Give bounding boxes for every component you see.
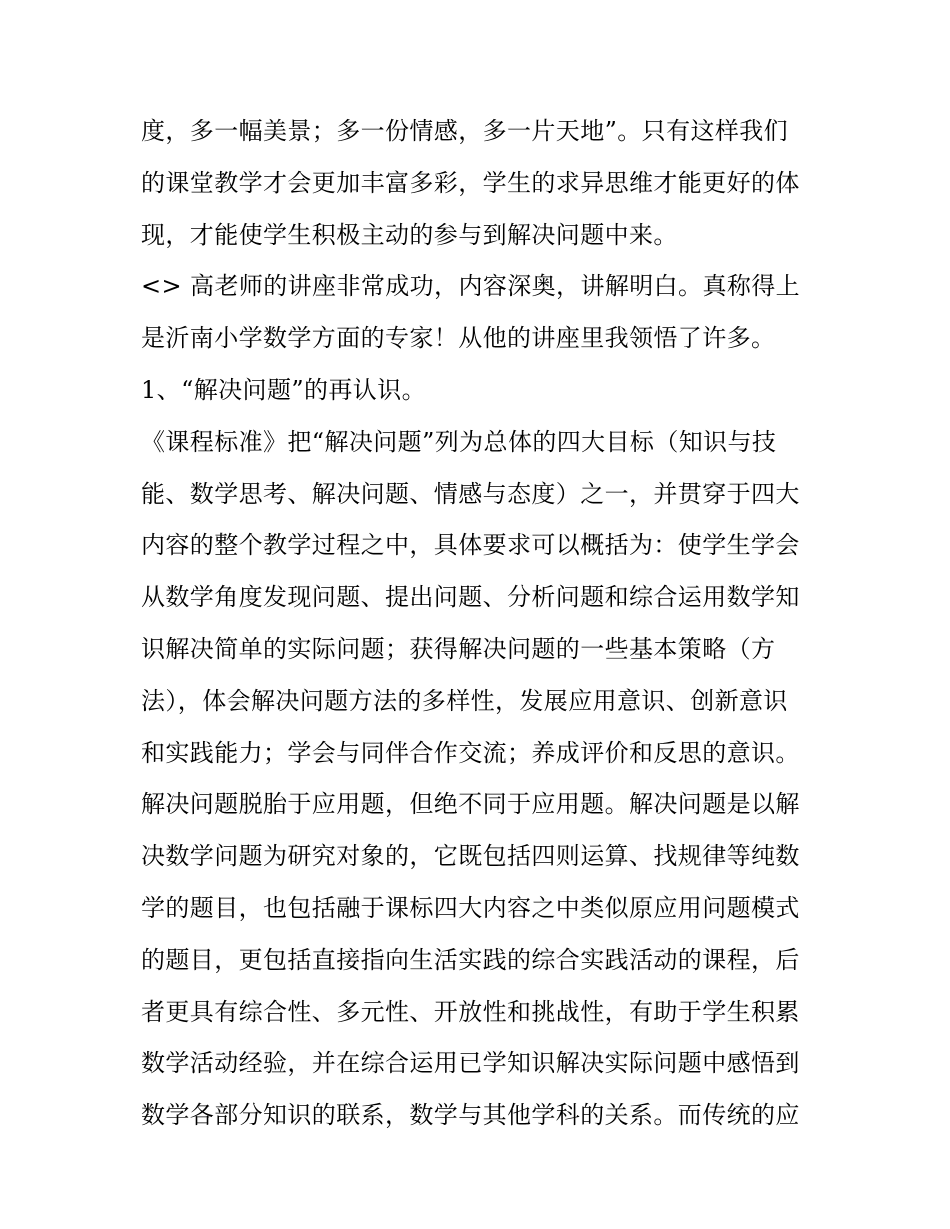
text-line: 现，才能使学生积极主动的参与到解决问题中来。 <box>141 220 678 249</box>
text-line: 能、数学思考、解决问题、情感与态度）之一，并贯穿于四大 <box>141 479 800 508</box>
text-line: 和实践能力；学会与同伴合作交流；养成评价和反思的意识。 <box>141 738 800 767</box>
text-line: 内容的整个教学过程之中，具体要求可以概括为：使学生学会 <box>141 531 800 560</box>
text-line: 《课程标准》把“解决问题”列为总体的四大目标（知识与技 <box>141 427 777 456</box>
text-line: 数学各部分知识的联系，数学与其他学科的关系。而传统的应 <box>141 1101 800 1130</box>
text-line: 从数学角度发现问题、提出问题、分析问题和综合运用数学知 <box>141 583 800 612</box>
text-line: 的课堂教学才会更加丰富多彩，学生的求异思维才能更好的体 <box>141 168 800 197</box>
text-line: 是沂南小学数学方面的专家！从他的讲座里我领悟了许多。 <box>141 324 776 353</box>
text-line: 度，多一幅美景；多一份情感，多一片天地”。只有这样我们 <box>141 117 789 145</box>
text-line: <> 高老师的讲座非常成功，内容深奥，讲解明白。真称得上 <box>141 272 801 301</box>
text-line: 识解决简单的实际问题；获得解决问题的一些基本策略（方 <box>141 634 776 663</box>
text-line: 者更具有综合性、多元性、开放性和挑战性，有助于学生积累 <box>141 997 800 1026</box>
text-line: 解决问题脱胎于应用题，但绝不同于应用题。解决问题是以解 <box>141 790 800 819</box>
text-line: 数学活动经验，并在综合运用已学知识解决实际问题中感悟到 <box>141 1049 800 1078</box>
text-line: 决数学问题为研究对象的，它既包括四则运算、找规律等纯数 <box>141 842 800 871</box>
text-line: 学的题目，也包括融于课标四大内容之中类似原应用问题模式 <box>141 893 800 922</box>
text-line: 的题目，更包括直接指向生活实践的综合实践活动的课程，后 <box>141 945 800 974</box>
body-text <box>141 106 831 1142</box>
section-heading: 1、“解决问题”的再认识。 <box>141 375 427 404</box>
text-line: 法），体会解决问题方法的多样性，发展应用意识、创新意识 <box>141 686 788 715</box>
